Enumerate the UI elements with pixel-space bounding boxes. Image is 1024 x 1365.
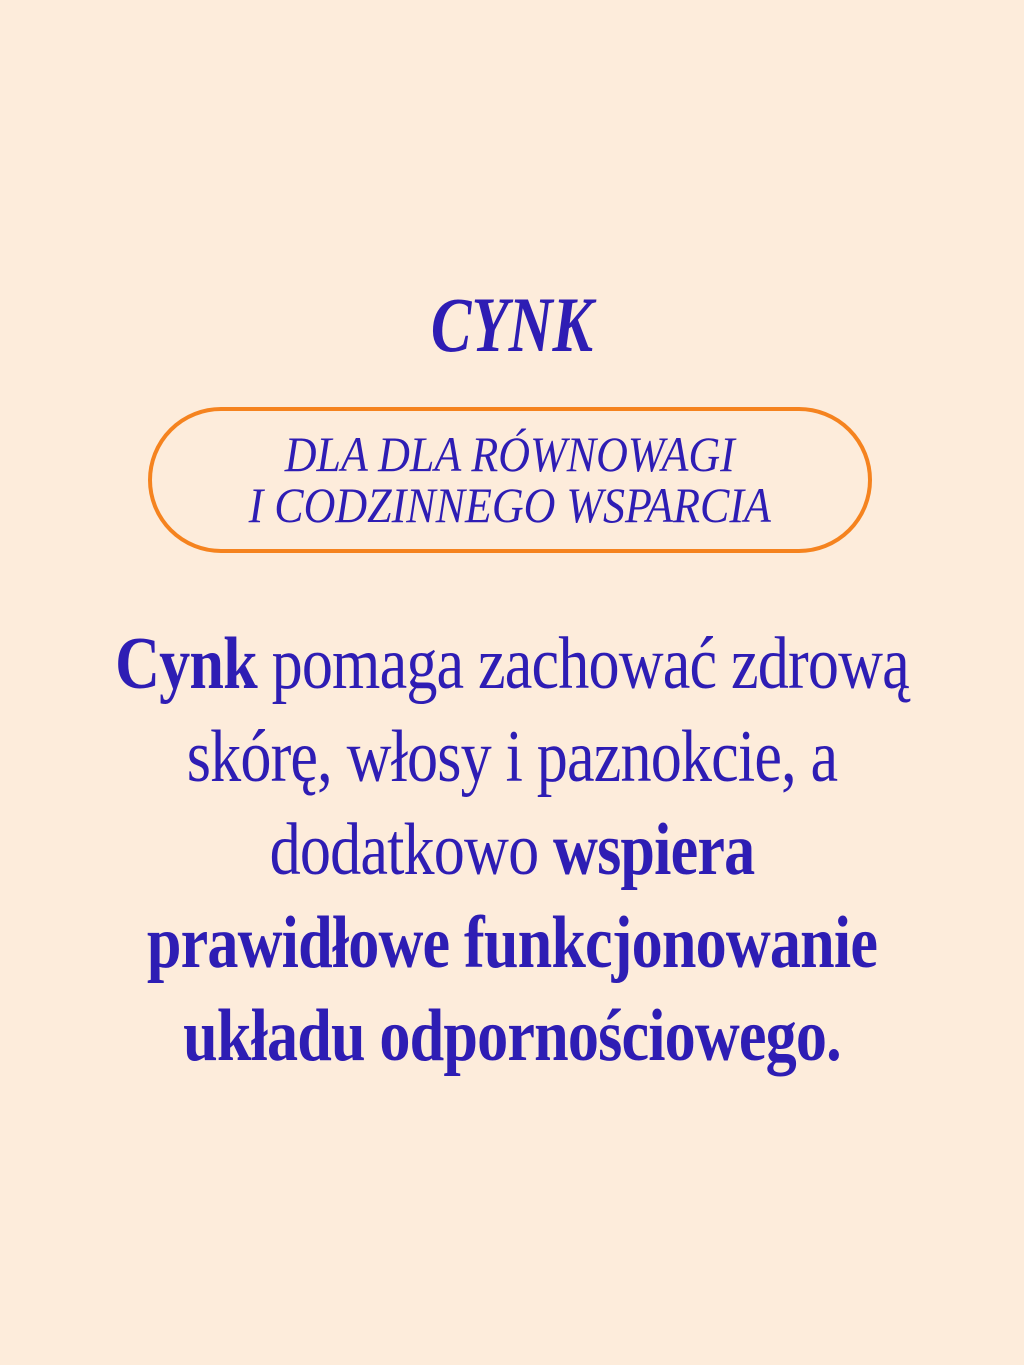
body-segment: dodatkowo	[269, 809, 554, 891]
body-line-5	[82, 990, 942, 1083]
subtitle-badge	[148, 407, 872, 553]
body-line-2	[82, 711, 942, 804]
body-segment: pomaga zachować zdrową	[271, 623, 909, 705]
body-segment: prawidłowe funkcjonowanie	[146, 902, 878, 984]
body-segment: wspiera	[553, 809, 755, 891]
body-text	[82, 618, 942, 1083]
body-segment: Cynk	[115, 623, 272, 705]
subtitle-line-2: I CODZINNEGO WSPARCIA	[248, 477, 772, 533]
body-segment: skórę, włosy i paznokcie, a	[186, 716, 838, 798]
subtitle-line-1: DLA DLA RÓWNOWAGI	[285, 426, 735, 482]
page-title: CYNK	[430, 281, 594, 368]
body-line-1	[82, 618, 942, 711]
subtitle-text	[248, 426, 772, 533]
body-line-3	[82, 804, 942, 897]
body-line-4	[82, 897, 942, 990]
body-segment: układu odpornościowego.	[183, 995, 841, 1077]
